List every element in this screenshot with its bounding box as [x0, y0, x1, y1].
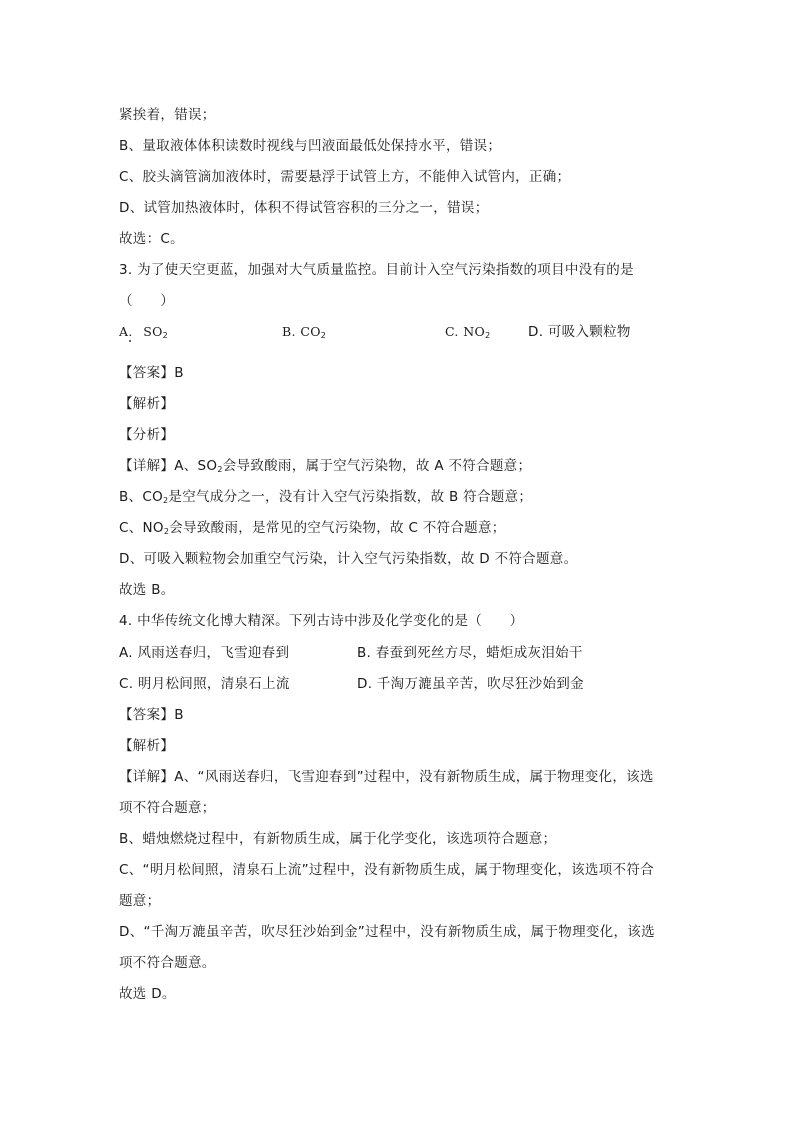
detail-subscript: 2: [217, 465, 223, 474]
option-a-subscript: 2: [162, 331, 169, 340]
option-b-label: B.: [282, 324, 296, 339]
answer-line: 【答案】B: [119, 707, 184, 723]
option-d: D. 可吸入颗粒物: [528, 324, 631, 340]
analysis-heading: 【解析】: [119, 738, 175, 754]
detail-line: D、可吸入颗粒物会加重空气污染，计入空气污染指数，故 D 不符合题意。: [119, 551, 578, 567]
detail-line: [119, 519, 506, 537]
question-4-stem: 4. 中华传统文化博大精深。下列古诗中涉及化学变化的是（ ）: [119, 613, 524, 629]
option-c: C. 明月松间照，清泉石上流: [119, 676, 290, 692]
analysis-subheading: 【分析】: [119, 427, 175, 443]
option-a-label: A.: [119, 324, 133, 339]
detail-line: B、蜡烛燃烧过程中，有新物质生成，属于化学变化，该选项符合题意；: [119, 831, 557, 847]
detail-text: C、NO: [119, 520, 164, 536]
detail-text: 是空气成分之一，没有计入空气污染指数，故 B 符合题意；: [168, 489, 533, 505]
detail-text: 会导致酸雨，是常见的空气污染物，故 C 不符合题意；: [169, 520, 506, 536]
answer-line: 【答案】B: [119, 365, 184, 381]
text-line: B、量取液体体积读数时视线与凹液面最低处保持水平，错误；: [119, 138, 502, 154]
text-line: C、胶头滴管滴加液体时，需要悬浮于试管上方，不能伸入试管内，正确；: [119, 169, 571, 185]
option-c-subscript: 2: [485, 331, 491, 340]
detail-line: 【详解】A、“风雨送春归，飞雪迎春到”过程中，没有新物质生成，属于物理变化，该选: [119, 769, 654, 785]
option-d: D. 千淘万漉虽辛苦，吹尽狂沙始到金: [357, 676, 584, 692]
question-3-paren: （ ）: [119, 293, 175, 309]
detail-line: [119, 457, 531, 475]
detail-line: C、“明月松间照，清泉石上流”过程中，没有新物质生成，属于物理变化，该选项不符合: [119, 862, 654, 878]
option-c-label: C.: [445, 324, 459, 339]
option-a: A. 风雨送春归，飞雪迎春到: [119, 645, 290, 661]
option-b-formula: CO: [300, 324, 321, 339]
option-a: [119, 323, 168, 341]
detail-subscript: 2: [163, 496, 169, 505]
detail-line: D、“千淘万漉虽辛苦，吹尽狂沙始到金”过程中，没有新物质生成，属于物理变化，该选: [119, 924, 655, 940]
detail-text: B、CO: [119, 489, 164, 505]
stray-dot: [129, 340, 131, 342]
option-c-formula: NO: [463, 324, 486, 339]
text-line: D、试管加热液体时，体积不得试管容积的三分之一，错误；: [119, 200, 489, 216]
detail-line: [119, 488, 532, 506]
detail-line: 题意；: [119, 893, 161, 909]
question-3-stem: 3. 为了使天空更蓝，加强对大气质量监控。目前计入空气污染指数的项目中没有的是: [119, 262, 634, 278]
detail-text: 【详解】A、SO: [119, 458, 218, 474]
conclusion-line: 故选：C。: [119, 231, 184, 247]
option-b: B. 春蚕到死丝方尽，蜡炬成灰泪始干: [357, 645, 583, 661]
conclusion-line: 故选 D。: [119, 986, 176, 1002]
detail-subscript: 2: [163, 527, 170, 536]
conclusion-line: 故选 B。: [119, 582, 175, 598]
detail-line: 项不符合题意；: [119, 800, 216, 816]
analysis-heading: 【解析】: [119, 396, 175, 412]
option-b-subscript: 2: [320, 331, 327, 340]
option-a-formula: SO: [143, 324, 163, 339]
text-line: 紧挨着，错误；: [119, 107, 216, 123]
option-b: [282, 323, 326, 341]
detail-line: 项不符合题意。: [119, 955, 216, 971]
option-c: [445, 323, 490, 341]
detail-text: 会导致酸雨，属于空气污染物，故 A 不符合题意；: [222, 458, 532, 474]
